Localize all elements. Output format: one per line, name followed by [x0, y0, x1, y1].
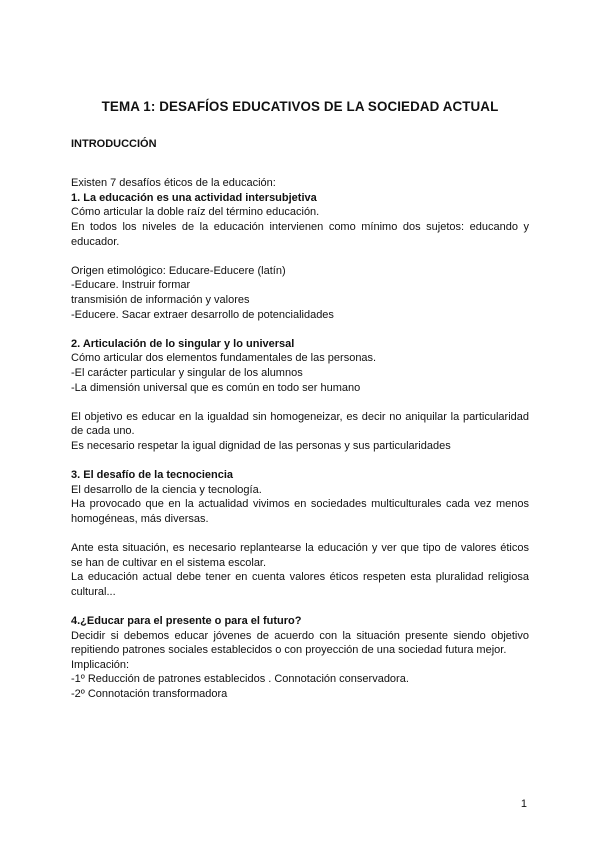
document-body	[71, 137, 529, 702]
section-3-heading: 3. El desafío de la tecnociencia	[71, 469, 234, 482]
section-4-line: -2º Connotación transformadora	[71, 687, 228, 700]
section-1-line: En todos los niveles de la educación intervienen como mínimo dos sujetos: educando y educador.	[71, 220, 529, 248]
section-3-paragraph: Ante esta situación, es necesario replantearse la educación y ver que tipo de valores éticos se han de cultivar en el sistema escolar.	[71, 542, 529, 569]
intro-heading: INTRODUCCIÓN	[71, 138, 157, 150]
section-4-line: Implicación:	[71, 658, 130, 671]
etymology-line: Origen etimológico: Educare-Educere (latín)	[71, 264, 286, 277]
page-number: 1	[520, 798, 527, 810]
etymology-line: -Educare. Instruir formar	[71, 279, 191, 292]
section-1-heading: 1. La educación es una actividad intersubjetiva	[71, 191, 317, 204]
section-2-line: -El carácter particular y singular de los alumnos	[71, 366, 303, 379]
section-3-paragraph: La educación actual debe tener en cuenta valores éticos respeten esta pluralidad religiosa cultural...	[71, 571, 529, 598]
intro-line: Existen 7 desafíos éticos de la educación:	[71, 177, 276, 190]
section-4-heading: 4.¿Educar para el presente o para el futuro?	[71, 615, 302, 627]
etymology-line: transmisión de información y valores	[71, 293, 250, 306]
section-4-line: -1º Reducción de patrones establecidos . Connotación conservadora.	[71, 673, 409, 686]
document-title: TEMA 1: DESAFÍOS EDUCATIVOS DE LA SOCIEDAD ACTUAL	[101, 99, 499, 114]
section-2-line: -La dimensión universal que es común en todo ser humano	[71, 381, 361, 394]
section-2-paragraph: El objetivo es educar en la igualdad sin homogeneizar, es decir no aniquilar la particularidad de cada uno.	[71, 410, 529, 438]
section-3-line: Ha provocado que en la actualidad vivimos en sociedades multiculturales cada vez menos homogéneas, más diversas.	[71, 498, 529, 525]
section-1-line: Cómo articular la doble raíz del término educación.	[71, 206, 320, 219]
section-4-line: Decidir si debemos educar jóvenes de acuerdo con la situación presente siendo objetivo repitiendo patrones sociales establecidos o con proyección de una sociedad futura mejor.	[71, 629, 529, 657]
section-2-paragraph: Es necesario respetar la igual dignidad de las personas y sus particularidades	[71, 439, 451, 452]
section-3-line: El desarrollo de la ciencia y tecnología.	[71, 483, 262, 496]
section-2-heading: 2. Articulación de lo singular y lo universal	[71, 337, 295, 350]
etymology-line: -Educere. Sacar extraer desarrollo de potencialidades	[71, 308, 334, 321]
section-2-line: Cómo articular dos elementos fundamentales de las personas.	[71, 352, 377, 365]
